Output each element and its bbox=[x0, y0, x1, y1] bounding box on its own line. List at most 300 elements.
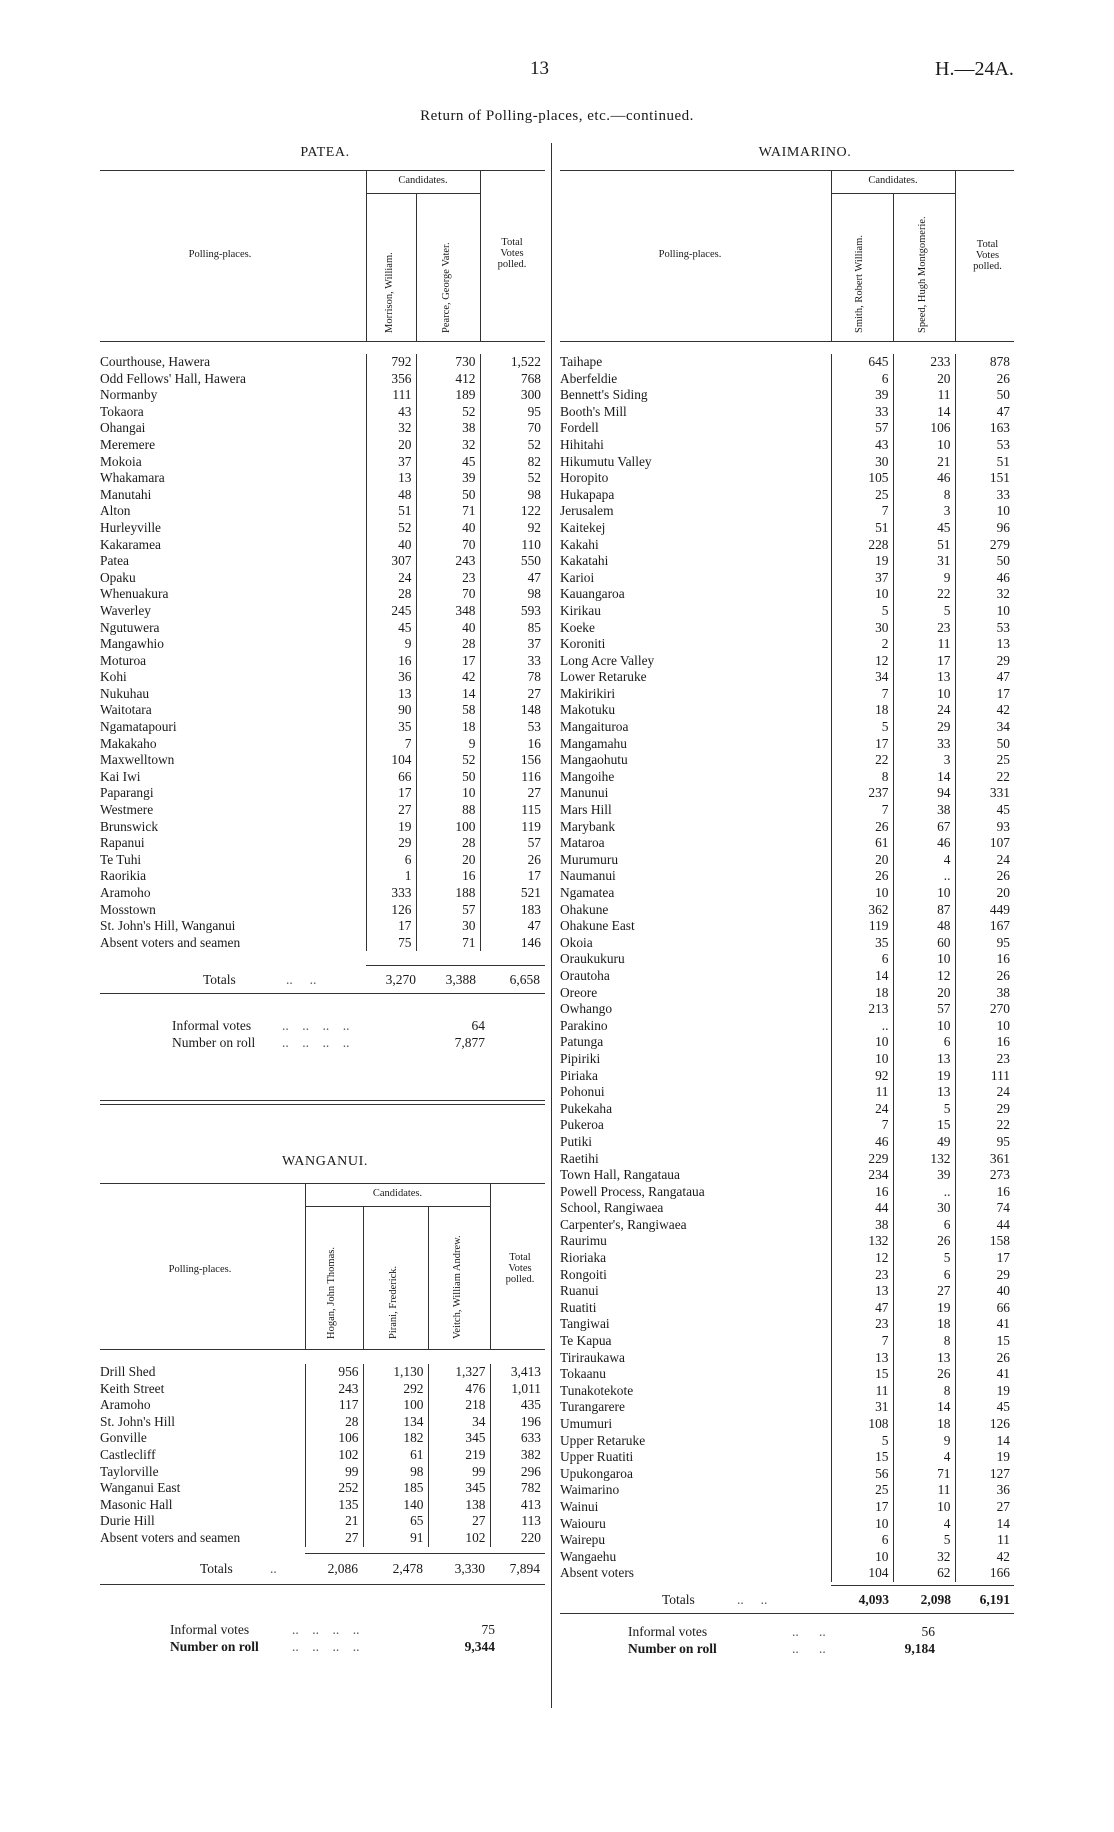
waimarino-section-title: WAIMARINO. bbox=[758, 145, 852, 160]
leader-dots: .. .. .. .. bbox=[282, 1018, 350, 1033]
total-votes-cell: 96 bbox=[955, 520, 1014, 537]
leader-dots: .. bbox=[270, 1561, 277, 1576]
candidate-votes-cell: 28 bbox=[416, 636, 480, 653]
polling-place-name: Owhango bbox=[560, 1001, 613, 1017]
polling-place-name: Town Hall, Rangataua bbox=[560, 1167, 680, 1183]
polling-place-name: Makirikiri bbox=[560, 685, 616, 701]
polling-place-name: Kakatahi bbox=[560, 553, 609, 569]
total-votes-cell: 26 bbox=[955, 868, 1014, 885]
total-votes-cell: 44 bbox=[955, 1217, 1014, 1234]
waimarino-table-row bbox=[560, 702, 1014, 719]
candidate-votes-cell: 57 bbox=[416, 902, 480, 919]
candidate-votes-cell: 12 bbox=[893, 968, 955, 985]
candidate-votes-cell: 100 bbox=[363, 1397, 428, 1414]
candidate-votes-cell: 17 bbox=[831, 736, 893, 753]
polling-place-name: School, Rangiwaea bbox=[560, 1200, 664, 1216]
wanganui-informal-votes: 75 bbox=[481, 1622, 495, 1637]
waimarino-table-row bbox=[560, 902, 1014, 919]
waimarino-table-row bbox=[560, 454, 1014, 471]
total-votes-cell: 50 bbox=[955, 736, 1014, 753]
waimarino-table-row bbox=[560, 951, 1014, 968]
header-divider bbox=[490, 1184, 491, 1349]
candidate-votes-cell: 1,327 bbox=[428, 1364, 490, 1381]
candidate-votes-cell: 27 bbox=[305, 1530, 363, 1547]
polling-place-name: Patea bbox=[100, 553, 129, 569]
wanganui-total-cand2: 2,478 bbox=[392, 1561, 423, 1576]
polling-place-name: Horopito bbox=[560, 470, 609, 486]
candidate-votes-cell: 14 bbox=[416, 686, 480, 703]
waimarino-table-row bbox=[560, 1034, 1014, 1051]
waimarino-table-row bbox=[560, 470, 1014, 487]
patea-col-total: Total Votes polled. bbox=[497, 237, 527, 270]
total-votes-cell: 23 bbox=[955, 1051, 1014, 1068]
waimarino-table-row bbox=[560, 719, 1014, 736]
candidate-votes-cell: 36 bbox=[366, 669, 416, 686]
patea-table-row bbox=[100, 752, 545, 769]
waimarino-total-cand1: 4,093 bbox=[858, 1592, 889, 1607]
candidate-votes-cell: 3 bbox=[893, 752, 955, 769]
candidate-votes-cell: 26 bbox=[893, 1366, 955, 1383]
wanganui-col-candidates: Candidates. bbox=[372, 1188, 423, 1199]
waimarino-table-row bbox=[560, 503, 1014, 520]
total-votes-cell: 53 bbox=[955, 437, 1014, 454]
total-votes-cell: 593 bbox=[480, 603, 545, 620]
candidate-votes-cell: 70 bbox=[416, 537, 480, 554]
polling-place-name: Oraukukuru bbox=[560, 951, 625, 967]
polling-place-name: Opaku bbox=[100, 569, 136, 585]
candidate-votes-cell: 126 bbox=[366, 902, 416, 919]
polling-place-name: Okoia bbox=[560, 934, 593, 950]
total-votes-cell: 116 bbox=[480, 769, 545, 786]
polling-place-name: Orautoha bbox=[560, 967, 610, 983]
waimarino-table-row bbox=[560, 1018, 1014, 1035]
candidate-votes-cell: 10 bbox=[831, 1034, 893, 1051]
header-divider bbox=[428, 1206, 429, 1349]
waimarino-table-row bbox=[560, 985, 1014, 1002]
candidate-votes-cell: 17 bbox=[366, 918, 416, 935]
polling-place-name: Ohakune bbox=[560, 901, 609, 917]
total-votes-cell: 126 bbox=[955, 1416, 1014, 1433]
header-divider bbox=[955, 171, 956, 341]
candidate-votes-cell: 19 bbox=[831, 553, 893, 570]
polling-place-name: Naumanui bbox=[560, 868, 616, 884]
header-divider bbox=[305, 1184, 306, 1349]
total-votes-cell: 51 bbox=[955, 454, 1014, 471]
polling-place-name: Pipiriki bbox=[560, 1050, 601, 1066]
candidate-votes-cell: 4 bbox=[893, 852, 955, 869]
candidate-votes-cell: 16 bbox=[416, 868, 480, 885]
total-votes-cell: 14 bbox=[955, 1433, 1014, 1450]
patea-table-row bbox=[100, 653, 545, 670]
candidate-votes-cell: 17 bbox=[831, 1499, 893, 1516]
total-votes-cell: 113 bbox=[490, 1513, 545, 1530]
header-divider bbox=[893, 193, 894, 341]
waimarino-table-row bbox=[560, 1565, 1014, 1582]
patea-table-row bbox=[100, 537, 545, 554]
waimarino-table-row bbox=[560, 769, 1014, 786]
waimarino-table-row bbox=[560, 420, 1014, 437]
waimarino-table-row bbox=[560, 1167, 1014, 1184]
waimarino-col-total: Total Votes polled. bbox=[973, 239, 1002, 272]
patea-table-row bbox=[100, 437, 545, 454]
candidate-votes-cell: 30 bbox=[831, 620, 893, 637]
candidate-votes-cell: 10 bbox=[416, 785, 480, 802]
patea-table-row bbox=[100, 520, 545, 537]
candidate-votes-cell: 218 bbox=[428, 1397, 490, 1414]
waimarino-table-row bbox=[560, 935, 1014, 952]
polling-place-name: Hurleyville bbox=[100, 519, 161, 535]
candidate-votes-cell: 92 bbox=[831, 1068, 893, 1085]
leader-dots: .. .. bbox=[737, 1592, 768, 1607]
candidate-votes-cell: 645 bbox=[831, 354, 893, 371]
candidate-votes-cell: 30 bbox=[416, 918, 480, 935]
total-votes-cell: 34 bbox=[955, 719, 1014, 736]
waimarino-roll-label: Number on roll bbox=[628, 1641, 717, 1656]
total-votes-cell: 57 bbox=[480, 835, 545, 852]
candidate-votes-cell: 117 bbox=[305, 1397, 363, 1414]
candidate-votes-cell: 52 bbox=[366, 520, 416, 537]
total-votes-cell: 111 bbox=[955, 1068, 1014, 1085]
polling-place-name: Rongoiti bbox=[560, 1266, 607, 1282]
candidate-votes-cell: 46 bbox=[831, 1134, 893, 1151]
polling-place-name: Mataroa bbox=[560, 835, 605, 851]
total-votes-cell: 26 bbox=[480, 852, 545, 869]
candidate-votes-cell: 348 bbox=[416, 603, 480, 620]
candidate-votes-cell: 40 bbox=[416, 620, 480, 637]
candidate-votes-cell: 24 bbox=[831, 1101, 893, 1118]
candidate-votes-cell: 730 bbox=[416, 354, 480, 371]
polling-place-name: Moturoa bbox=[100, 652, 147, 668]
candidate-votes-cell: 6 bbox=[831, 371, 893, 388]
total-votes-cell: 26 bbox=[955, 371, 1014, 388]
polling-place-name: Normanby bbox=[100, 387, 158, 403]
total-votes-cell: 53 bbox=[955, 620, 1014, 637]
candidate-votes-cell: 4 bbox=[893, 1449, 955, 1466]
total-votes-cell: 20 bbox=[955, 885, 1014, 902]
waimarino-table-row bbox=[560, 752, 1014, 769]
leader-dots: .. .. bbox=[792, 1641, 826, 1656]
candidate-votes-cell: 19 bbox=[893, 1300, 955, 1317]
total-votes-cell: 41 bbox=[955, 1366, 1014, 1383]
leader-dots: .. .. .. .. bbox=[292, 1622, 360, 1637]
patea-table-row bbox=[100, 487, 545, 504]
candidate-votes-cell: 31 bbox=[893, 553, 955, 570]
patea-table-header bbox=[100, 170, 545, 342]
candidate-votes-cell: 362 bbox=[831, 902, 893, 919]
candidate-votes-cell: 5 bbox=[893, 1101, 955, 1118]
waimarino-table-row bbox=[560, 1084, 1014, 1101]
wanganui-table-row bbox=[100, 1430, 545, 1447]
wanganui-table-header bbox=[100, 1183, 545, 1350]
candidate-votes-cell: 38 bbox=[831, 1217, 893, 1234]
polling-place-name: Tiriraukawa bbox=[560, 1349, 625, 1365]
waimarino-table-row bbox=[560, 852, 1014, 869]
candidate-votes-cell: 22 bbox=[831, 752, 893, 769]
candidate-votes-cell: 29 bbox=[366, 835, 416, 852]
candidate-votes-cell: 18 bbox=[831, 702, 893, 719]
candidate-votes-cell: 10 bbox=[893, 686, 955, 703]
patea-table-row bbox=[100, 553, 545, 570]
candidate-votes-cell: 66 bbox=[366, 769, 416, 786]
candidate-votes-cell: .. bbox=[893, 868, 955, 885]
candidate-votes-cell: 51 bbox=[831, 520, 893, 537]
candidate-votes-cell: 32 bbox=[366, 420, 416, 437]
candidate-votes-cell: 46 bbox=[893, 470, 955, 487]
candidate-votes-cell: 20 bbox=[416, 852, 480, 869]
polling-place-name: Waiouru bbox=[560, 1515, 606, 1531]
candidate-votes-cell: 43 bbox=[366, 404, 416, 421]
polling-place-name: Ohangai bbox=[100, 420, 146, 436]
waimarino-table-row bbox=[560, 918, 1014, 935]
total-votes-cell: 26 bbox=[955, 968, 1014, 985]
total-votes-cell: 361 bbox=[955, 1151, 1014, 1168]
candidate-votes-cell: 15 bbox=[831, 1366, 893, 1383]
total-votes-cell: 32 bbox=[955, 586, 1014, 603]
waimarino-table-row bbox=[560, 885, 1014, 902]
wanganui-total-cand3: 3,330 bbox=[454, 1561, 485, 1576]
candidate-votes-cell: 38 bbox=[416, 420, 480, 437]
total-votes-cell: 78 bbox=[480, 669, 545, 686]
polling-place-name: Lower Retaruke bbox=[560, 669, 647, 685]
waimarino-table-row bbox=[560, 1350, 1014, 1367]
candidate-votes-cell: 10 bbox=[831, 586, 893, 603]
candidate-votes-cell: 5 bbox=[831, 1433, 893, 1450]
waimarino-bottom-rule bbox=[560, 1613, 1014, 1614]
candidate-votes-cell: 58 bbox=[416, 702, 480, 719]
polling-place-name: Ngamatea bbox=[560, 885, 615, 900]
candidate-votes-cell: 106 bbox=[305, 1430, 363, 1447]
candidate-votes-cell: 30 bbox=[831, 454, 893, 471]
polling-place-name: Mangaituroa bbox=[560, 719, 629, 735]
polling-place-name: Umumuri bbox=[560, 1416, 613, 1431]
polling-place-name: Kohi bbox=[100, 669, 127, 685]
wanganui-candidate-1: Hogan, John Thomas. bbox=[326, 1247, 337, 1339]
candidate-votes-cell: 252 bbox=[305, 1480, 363, 1497]
patea-table-row bbox=[100, 354, 545, 371]
candidate-votes-cell: 307 bbox=[366, 553, 416, 570]
candidate-votes-cell: 11 bbox=[893, 1482, 955, 1499]
polling-place-name: Makotuku bbox=[560, 702, 616, 718]
waimarino-table-row bbox=[560, 586, 1014, 603]
total-votes-cell: 183 bbox=[480, 902, 545, 919]
candidate-votes-cell: 21 bbox=[305, 1513, 363, 1530]
candidate-votes-cell: 75 bbox=[366, 935, 416, 952]
polling-place-name: Rioriaka bbox=[560, 1250, 607, 1266]
candidate-votes-cell: 48 bbox=[893, 918, 955, 935]
polling-place-name: Absent voters and seamen bbox=[100, 1529, 241, 1545]
patea-table-row bbox=[100, 885, 545, 902]
total-votes-cell: 52 bbox=[480, 437, 545, 454]
total-votes-cell: 95 bbox=[955, 1134, 1014, 1151]
candidate-votes-cell: 71 bbox=[893, 1466, 955, 1483]
waimarino-table-row bbox=[560, 1217, 1014, 1234]
polling-place-name: Aramoho bbox=[100, 885, 151, 900]
candidate-votes-cell: 40 bbox=[416, 520, 480, 537]
candidate-votes-cell: 412 bbox=[416, 371, 480, 388]
candidate-votes-cell: 106 bbox=[893, 420, 955, 437]
header-rule bbox=[831, 193, 955, 194]
total-votes-cell: 273 bbox=[955, 1167, 1014, 1184]
polling-place-name: Upukongaroa bbox=[560, 1465, 633, 1481]
waimarino-table-row bbox=[560, 819, 1014, 836]
waimarino-table-row bbox=[560, 1416, 1014, 1433]
candidate-votes-cell: 233 bbox=[893, 354, 955, 371]
total-votes-cell: 110 bbox=[480, 537, 545, 554]
total-votes-cell: 296 bbox=[490, 1464, 545, 1481]
candidate-votes-cell: 10 bbox=[831, 1051, 893, 1068]
candidate-votes-cell: 111 bbox=[366, 387, 416, 404]
waimarino-table-row bbox=[560, 603, 1014, 620]
total-votes-cell: 17 bbox=[955, 1250, 1014, 1267]
wanganui-table-row bbox=[100, 1497, 545, 1514]
patea-totals-label: Totals bbox=[203, 972, 236, 987]
polling-place-name: Powell Process, Rangataua bbox=[560, 1183, 705, 1199]
polling-place-name: Odd Fellows' Hall, Hawera bbox=[100, 370, 246, 386]
candidate-votes-cell: 16 bbox=[366, 653, 416, 670]
candidate-votes-cell: 51 bbox=[893, 537, 955, 554]
waimarino-table-row bbox=[560, 1134, 1014, 1151]
polling-place-name: Taihape bbox=[560, 354, 603, 369]
polling-place-name: Long Acre Valley bbox=[560, 652, 655, 668]
candidate-votes-cell: 243 bbox=[416, 553, 480, 570]
wanganui-candidate-2: Pirani, Frederick. bbox=[388, 1265, 399, 1339]
polling-place-name: St. John's Hill, Wanganui bbox=[100, 918, 236, 934]
candidate-votes-cell: 39 bbox=[831, 387, 893, 404]
candidate-votes-cell: 956 bbox=[305, 1364, 363, 1381]
candidate-votes-cell: 15 bbox=[893, 1117, 955, 1134]
candidate-votes-cell: 140 bbox=[363, 1497, 428, 1514]
total-votes-cell: 25 bbox=[955, 752, 1014, 769]
total-votes-cell: 782 bbox=[490, 1480, 545, 1497]
candidate-votes-cell: 14 bbox=[893, 404, 955, 421]
waimarino-table-row bbox=[560, 736, 1014, 753]
candidate-votes-cell: 17 bbox=[416, 653, 480, 670]
polling-place-name: Mars Hill bbox=[560, 802, 612, 818]
total-votes-cell: 47 bbox=[480, 918, 545, 935]
total-votes-cell: 878 bbox=[955, 354, 1014, 371]
patea-table-row bbox=[100, 769, 545, 786]
candidate-votes-cell: .. bbox=[893, 1184, 955, 1201]
section-separator bbox=[100, 1104, 545, 1105]
patea-table-row bbox=[100, 736, 545, 753]
candidate-votes-cell: 32 bbox=[893, 1549, 955, 1566]
candidate-votes-cell: 33 bbox=[893, 736, 955, 753]
wanganui-informal-label: Informal votes bbox=[170, 1622, 250, 1637]
candidate-votes-cell: 39 bbox=[416, 470, 480, 487]
candidate-votes-cell: 11 bbox=[831, 1084, 893, 1101]
candidate-votes-cell: 132 bbox=[831, 1233, 893, 1250]
candidate-votes-cell: 34 bbox=[831, 669, 893, 686]
total-votes-cell: 19 bbox=[955, 1383, 1014, 1400]
waimarino-table-row bbox=[560, 802, 1014, 819]
total-votes-cell: 33 bbox=[480, 653, 545, 670]
wanganui-total-cand1: 2,086 bbox=[327, 1561, 358, 1576]
polling-place-name: Ohakune East bbox=[560, 918, 635, 934]
candidate-votes-cell: 99 bbox=[305, 1464, 363, 1481]
candidate-votes-cell: 67 bbox=[893, 819, 955, 836]
total-votes-cell: 16 bbox=[955, 1034, 1014, 1051]
total-votes-cell: 270 bbox=[955, 1001, 1014, 1018]
total-votes-cell: 10 bbox=[955, 603, 1014, 620]
candidate-votes-cell: 52 bbox=[416, 752, 480, 769]
waimarino-table-row bbox=[560, 1516, 1014, 1533]
total-votes-cell: 17 bbox=[480, 868, 545, 885]
candidate-votes-cell: 23 bbox=[416, 570, 480, 587]
candidate-votes-cell: 46 bbox=[893, 835, 955, 852]
polling-place-name: St. John's Hill bbox=[100, 1413, 175, 1429]
patea-table-row bbox=[100, 454, 545, 471]
polling-place-name: Wangaehu bbox=[560, 1548, 617, 1564]
candidate-votes-cell: 14 bbox=[893, 769, 955, 786]
patea-roll-label: Number on roll bbox=[172, 1035, 256, 1050]
waimarino-table-row bbox=[560, 1151, 1014, 1168]
total-votes-cell: 46 bbox=[955, 570, 1014, 587]
candidate-votes-cell: 18 bbox=[831, 985, 893, 1002]
candidate-votes-cell: 5 bbox=[893, 1532, 955, 1549]
candidate-votes-cell: 1 bbox=[366, 868, 416, 885]
candidate-votes-cell: 62 bbox=[893, 1565, 955, 1582]
total-votes-cell: 92 bbox=[480, 520, 545, 537]
candidate-votes-cell: 94 bbox=[893, 785, 955, 802]
total-votes-cell: 167 bbox=[955, 918, 1014, 935]
polling-place-name: Koeke bbox=[560, 619, 595, 635]
patea-informal-label: Informal votes bbox=[172, 1018, 252, 1033]
waimarino-candidate-2: Speed, Hugh Montgomerie. bbox=[917, 216, 928, 333]
total-votes-cell: 24 bbox=[955, 852, 1014, 869]
waimarino-totals-rule bbox=[831, 1585, 1014, 1586]
candidate-votes-cell: 16 bbox=[831, 1184, 893, 1201]
candidate-votes-cell: 188 bbox=[416, 885, 480, 902]
candidate-votes-cell: 30 bbox=[893, 1200, 955, 1217]
candidate-votes-cell: 42 bbox=[416, 669, 480, 686]
wanganui-table-row bbox=[100, 1513, 545, 1530]
total-votes-cell: 13 bbox=[955, 636, 1014, 653]
candidate-votes-cell: 6 bbox=[893, 1217, 955, 1234]
polling-place-name: Rapanui bbox=[100, 835, 145, 851]
candidate-votes-cell: 25 bbox=[831, 487, 893, 504]
waimarino-table-row bbox=[560, 1001, 1014, 1018]
candidate-votes-cell: 29 bbox=[893, 719, 955, 736]
polling-place-name: Putiki bbox=[560, 1133, 592, 1149]
total-votes-cell: 29 bbox=[955, 653, 1014, 670]
polling-place-name: Taylorville bbox=[100, 1463, 159, 1479]
polling-place-name: Raetihi bbox=[560, 1150, 599, 1166]
patea-table-row bbox=[100, 603, 545, 620]
total-votes-cell: 3,413 bbox=[490, 1364, 545, 1381]
patea-table-row bbox=[100, 586, 545, 603]
polling-place-name: Meremere bbox=[100, 436, 156, 452]
candidate-votes-cell: 34 bbox=[428, 1414, 490, 1431]
waimarino-table-row bbox=[560, 404, 1014, 421]
wanganui-candidate-3: Veitch, William Andrew. bbox=[452, 1235, 463, 1339]
polling-place-name: Aramoho bbox=[100, 1397, 151, 1413]
polling-place-name: Tokaanu bbox=[560, 1366, 606, 1382]
total-votes-cell: 27 bbox=[480, 785, 545, 802]
total-votes-cell: 413 bbox=[490, 1497, 545, 1514]
polling-place-name: Upper Retaruke bbox=[560, 1432, 646, 1448]
candidate-votes-cell: 35 bbox=[831, 935, 893, 952]
total-votes-cell: 16 bbox=[480, 736, 545, 753]
candidate-votes-cell: 37 bbox=[366, 454, 416, 471]
wanganui-table-row bbox=[100, 1480, 545, 1497]
header-divider bbox=[363, 1206, 364, 1349]
wanganui-table-row bbox=[100, 1414, 545, 1431]
candidate-votes-cell: 13 bbox=[893, 1084, 955, 1101]
candidate-votes-cell: 47 bbox=[831, 1300, 893, 1317]
patea-table-row bbox=[100, 371, 545, 388]
candidate-votes-cell: 45 bbox=[366, 620, 416, 637]
patea-table-row bbox=[100, 935, 545, 952]
